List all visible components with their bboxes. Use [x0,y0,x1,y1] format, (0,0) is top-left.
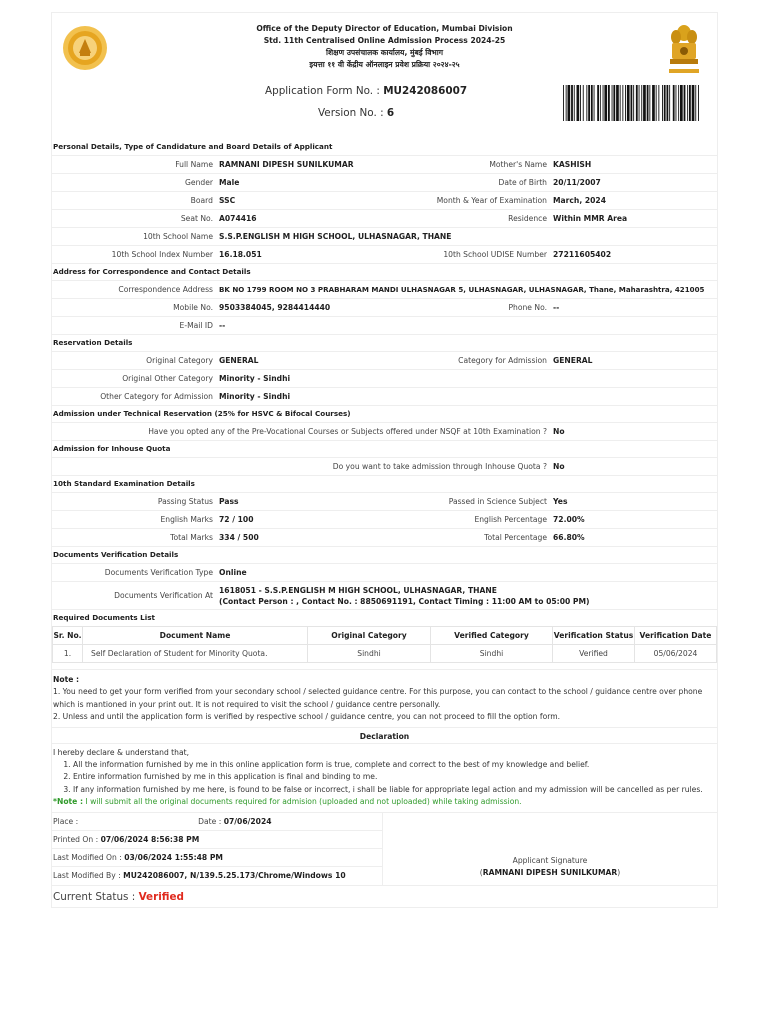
section-title-personal: Personal Details, Type of Candidature and Board Details of Applicant [53,142,333,151]
signature-name-line: (RAMNANI DIPESH SUNILKUMAR) [479,867,621,877]
declaration-item: 1. All the information furnished by me in this online application form is true, complete and correct to the best of my knowledge and belief. [73,759,716,771]
table-row [53,645,717,663]
label-original-other-category: Original Other Category [122,374,213,383]
cell-sr-no: 1. [53,645,83,663]
row-inhouse [52,457,717,475]
col-verified-category: Verified Category [431,627,553,645]
value-gender: Male [219,178,240,187]
col-document-name: Document Name [83,627,308,645]
process-title: Std. 11th Centralised Online Admission Process 2024-25 [263,36,506,45]
value-full-name: RAMNANI DIPESH SUNILKUMAR [219,160,354,169]
label-total-percentage: Total Percentage [484,533,547,542]
cell-document-name: Self Declaration of Student for Minority Quota. [83,645,308,663]
value-dob: 20/11/2007 [553,178,601,187]
value-udise: 27211605402 [553,250,612,259]
value-correspondence: BK NO 1799 ROOM NO 3 PRABHARAM MANDI ULHASNAGAR 5, ULHASNAGAR, ULHASNAGAR, Thane, Maharashtra, 421005 [219,285,705,294]
signature-name: RAMNANI DIPESH SUNILKUMAR [482,867,618,877]
row-school [52,227,717,245]
label-total-marks: Total Marks [170,533,213,542]
row-english [52,510,717,528]
value-verification-at [217,585,590,607]
value-original-other-category: Minority - Sindhi [219,374,291,383]
row-verification-type [52,563,717,581]
current-status [52,885,717,907]
printed-on-row [52,831,382,849]
row-passing [52,492,717,510]
documents-header-row [53,627,717,645]
label-english-marks: English Marks [160,515,213,524]
verification-centre: 1618051 - S.S.P.ENGLISH M HIGH SCHOOL, ULHASNAGAR, THANE [219,585,497,595]
label-english-percentage: English Percentage [474,515,547,524]
row-gender [52,173,717,191]
modified-label: Last Modified On : [53,852,122,862]
row-other-admission [52,387,717,405]
signature-label: Applicant Signature [512,855,588,865]
declaration-item: 3. If any information furnished by me here, is found to be false or incorrect, i shall be liable for appropriate legal action and my admission will be cancelled as per rules. [73,784,716,796]
label-email: E-Mail ID [179,321,213,330]
value-technical-answer: No [553,427,565,436]
place-label: Place : [53,816,79,826]
last-modified-by-row [52,867,382,885]
value-original-category: GENERAL [219,356,259,365]
col-original-category: Original Category [308,627,431,645]
row-board [52,191,717,209]
label-technical-question: Have you opted any of the Pre-Vocational Courses or Subjects offered under NSQF at 10th Examination ? [148,427,547,436]
label-verification-at: Documents Verification At [114,591,213,600]
value-english-percentage: 72.00% [553,515,585,524]
status-badge: Verified [138,890,184,903]
form-header [52,13,717,139]
note-heading: Note : [53,675,80,684]
label-dob: Date of Birth [498,178,547,187]
label-mobile: Mobile No. [173,303,213,312]
value-total-percentage: 66.80% [553,533,585,542]
value-science: Yes [553,497,568,506]
value-school: S.S.P.ENGLISH M HIGH SCHOOL, ULHASNAGAR, THANE [219,232,452,241]
process-title-marathi: इयत्ता ११ वी केंद्रीय ऑनलाइन प्रवेश प्रक्रिया २०२४-२५ [309,60,460,69]
office-title: Office of the Deputy Director of Education, Mumbai Division [256,24,513,33]
section-title-technical: Admission under Technical Reservation (25% for HSVC & Bifocal Courses) [52,405,717,422]
value-total-marks: 334 / 500 [219,533,259,542]
row-verification-at [52,581,717,609]
row-email [52,316,717,334]
section-title-address: Address for Correspondence and Contact Details [52,263,717,280]
printed-label: Printed On : [53,834,99,844]
row-correspondence [52,280,717,298]
printed-value: 07/06/2024 8:56:38 PM [100,834,200,844]
row-technical [52,422,717,440]
declaration-intro: I hereby declare & understand that, [53,747,190,757]
office-title-marathi: शिक्षण उपसंचालक कार्यालय, मुंबई विभाग [326,48,443,57]
value-mother-name: KASHISH [553,160,592,169]
note-line-1: 1. You need to get your form verified from your secondary school / selected guidance centre. For this purpose, you can contact to the school / guidance centre over phone which is mantioned in your print out. It is not required to visit the school / guidance centre personally. [53,687,703,709]
label-index: 10th School Index Number [111,250,213,259]
section-title-exam: 10th Standard Examination Details [52,475,717,492]
col-sr-no: Sr. No. [53,627,83,645]
label-board: Board [190,196,213,205]
date-label: Date : [198,816,222,826]
label-exam-month: Month & Year of Examination [436,196,547,205]
value-phone: -- [553,303,560,312]
admission-form [51,12,718,908]
section-title-documents: Required Documents List [52,609,717,626]
version-no: Version No. : 6 [318,107,395,119]
label-passing-status: Passing Status [157,497,213,506]
label-correspondence: Correspondence Address [118,285,213,294]
declaration-block [52,744,717,812]
label-original-category: Original Category [146,356,213,365]
section-title-verification: Documents Verification Details [52,546,717,563]
barcode-icon [562,85,702,121]
value-verification-type: Online [219,568,247,577]
row-total [52,528,717,546]
col-verification-status: Verification Status [553,627,635,645]
label-other-admission-category: Other Category for Admission [100,392,213,401]
value-exam-month: March, 2024 [553,196,606,205]
value-board: SSC [219,196,236,205]
application-form-no: Application Form No. : MU242086007 [265,85,468,97]
row-index [52,245,717,263]
value-admission-category: GENERAL [553,356,593,365]
label-inhouse-question: Do you want to take admission through Inhouse Quota ? [332,462,547,471]
value-seat: A074416 [219,214,257,223]
label-residence: Residence [508,214,547,223]
value-other-admission-category: Minority - Sindhi [219,392,291,401]
modified-by-value: MU242086007, N/139.5.25.173/Chrome/Windows 10 [123,870,346,880]
verification-contact: (Contact Person : , Contact No. : 8850691191, Contact Timing : 11:00 AM to 05:00 PM) [219,596,590,606]
footer-block [52,812,717,885]
row-original-other [52,369,717,387]
label-gender: Gender [185,178,213,187]
place-date-row [52,813,382,831]
label-full-name: Full Name [175,160,213,169]
label-admission-category: Category for Admission [458,356,547,365]
status-label: Current Status : [53,890,136,903]
col-verification-date: Verification Date [635,627,717,645]
signature-area [383,813,717,885]
value-index: 16.18.051 [219,250,262,259]
value-inhouse-answer: No [553,462,565,471]
cell-verification-date: 05/06/2024 [635,645,717,663]
label-seat: Seat No. [180,214,213,223]
date-field [198,813,271,830]
declaration-list [53,759,716,796]
value-residence: Within MMR Area [553,214,628,223]
value-email: -- [219,321,226,330]
note-line-2: 2. Unless and until the application form is verified by respective school / guidance centre, you can not proceed to fill the option form. [53,712,561,722]
row-name [52,155,717,173]
declaration-note [53,796,716,808]
declaration-title: Declaration [52,727,717,744]
label-science: Passed in Science Subject [448,497,547,506]
modified-value: 03/06/2024 1:55:48 PM [124,852,223,862]
note-block [52,669,717,727]
declaration-note-text: I will submit all the original documents required for admision (uploaded and not uploaded) while taking admission. [85,797,522,807]
documents-table [52,626,717,663]
date-value: 07/06/2024 [223,816,272,826]
declaration-item: 2. Entire information furnished by me in this application is final and binding to me. [73,771,716,783]
label-school: 10th School Name [143,232,213,241]
row-mobile [52,298,717,316]
section-title-reservation: Reservation Details [52,334,717,351]
row-category [52,351,717,369]
cell-verified-category: Sindhi [431,645,553,663]
last-modified-row [52,849,382,867]
value-passing-status: Pass [219,497,239,506]
value-mobile: 9503384045, 9284414440 [219,303,331,312]
section-title-inhouse: Admission for Inhouse Quota [52,440,717,457]
label-udise: 10th School UDISE Number [443,250,547,259]
row-seat [52,209,717,227]
national-emblem-icon [663,23,705,79]
label-verification-type: Documents Verification Type [104,568,213,577]
value-english-marks: 72 / 100 [219,515,254,524]
cell-original-category: Sindhi [308,645,431,663]
modified-by-label: Last Modified By : [53,870,121,880]
declaration-note-label: *Note : [53,797,84,807]
label-phone: Phone No. [508,303,547,312]
cell-verification-status: Verified [553,645,635,663]
label-mother-name: Mother's Name [489,160,547,169]
